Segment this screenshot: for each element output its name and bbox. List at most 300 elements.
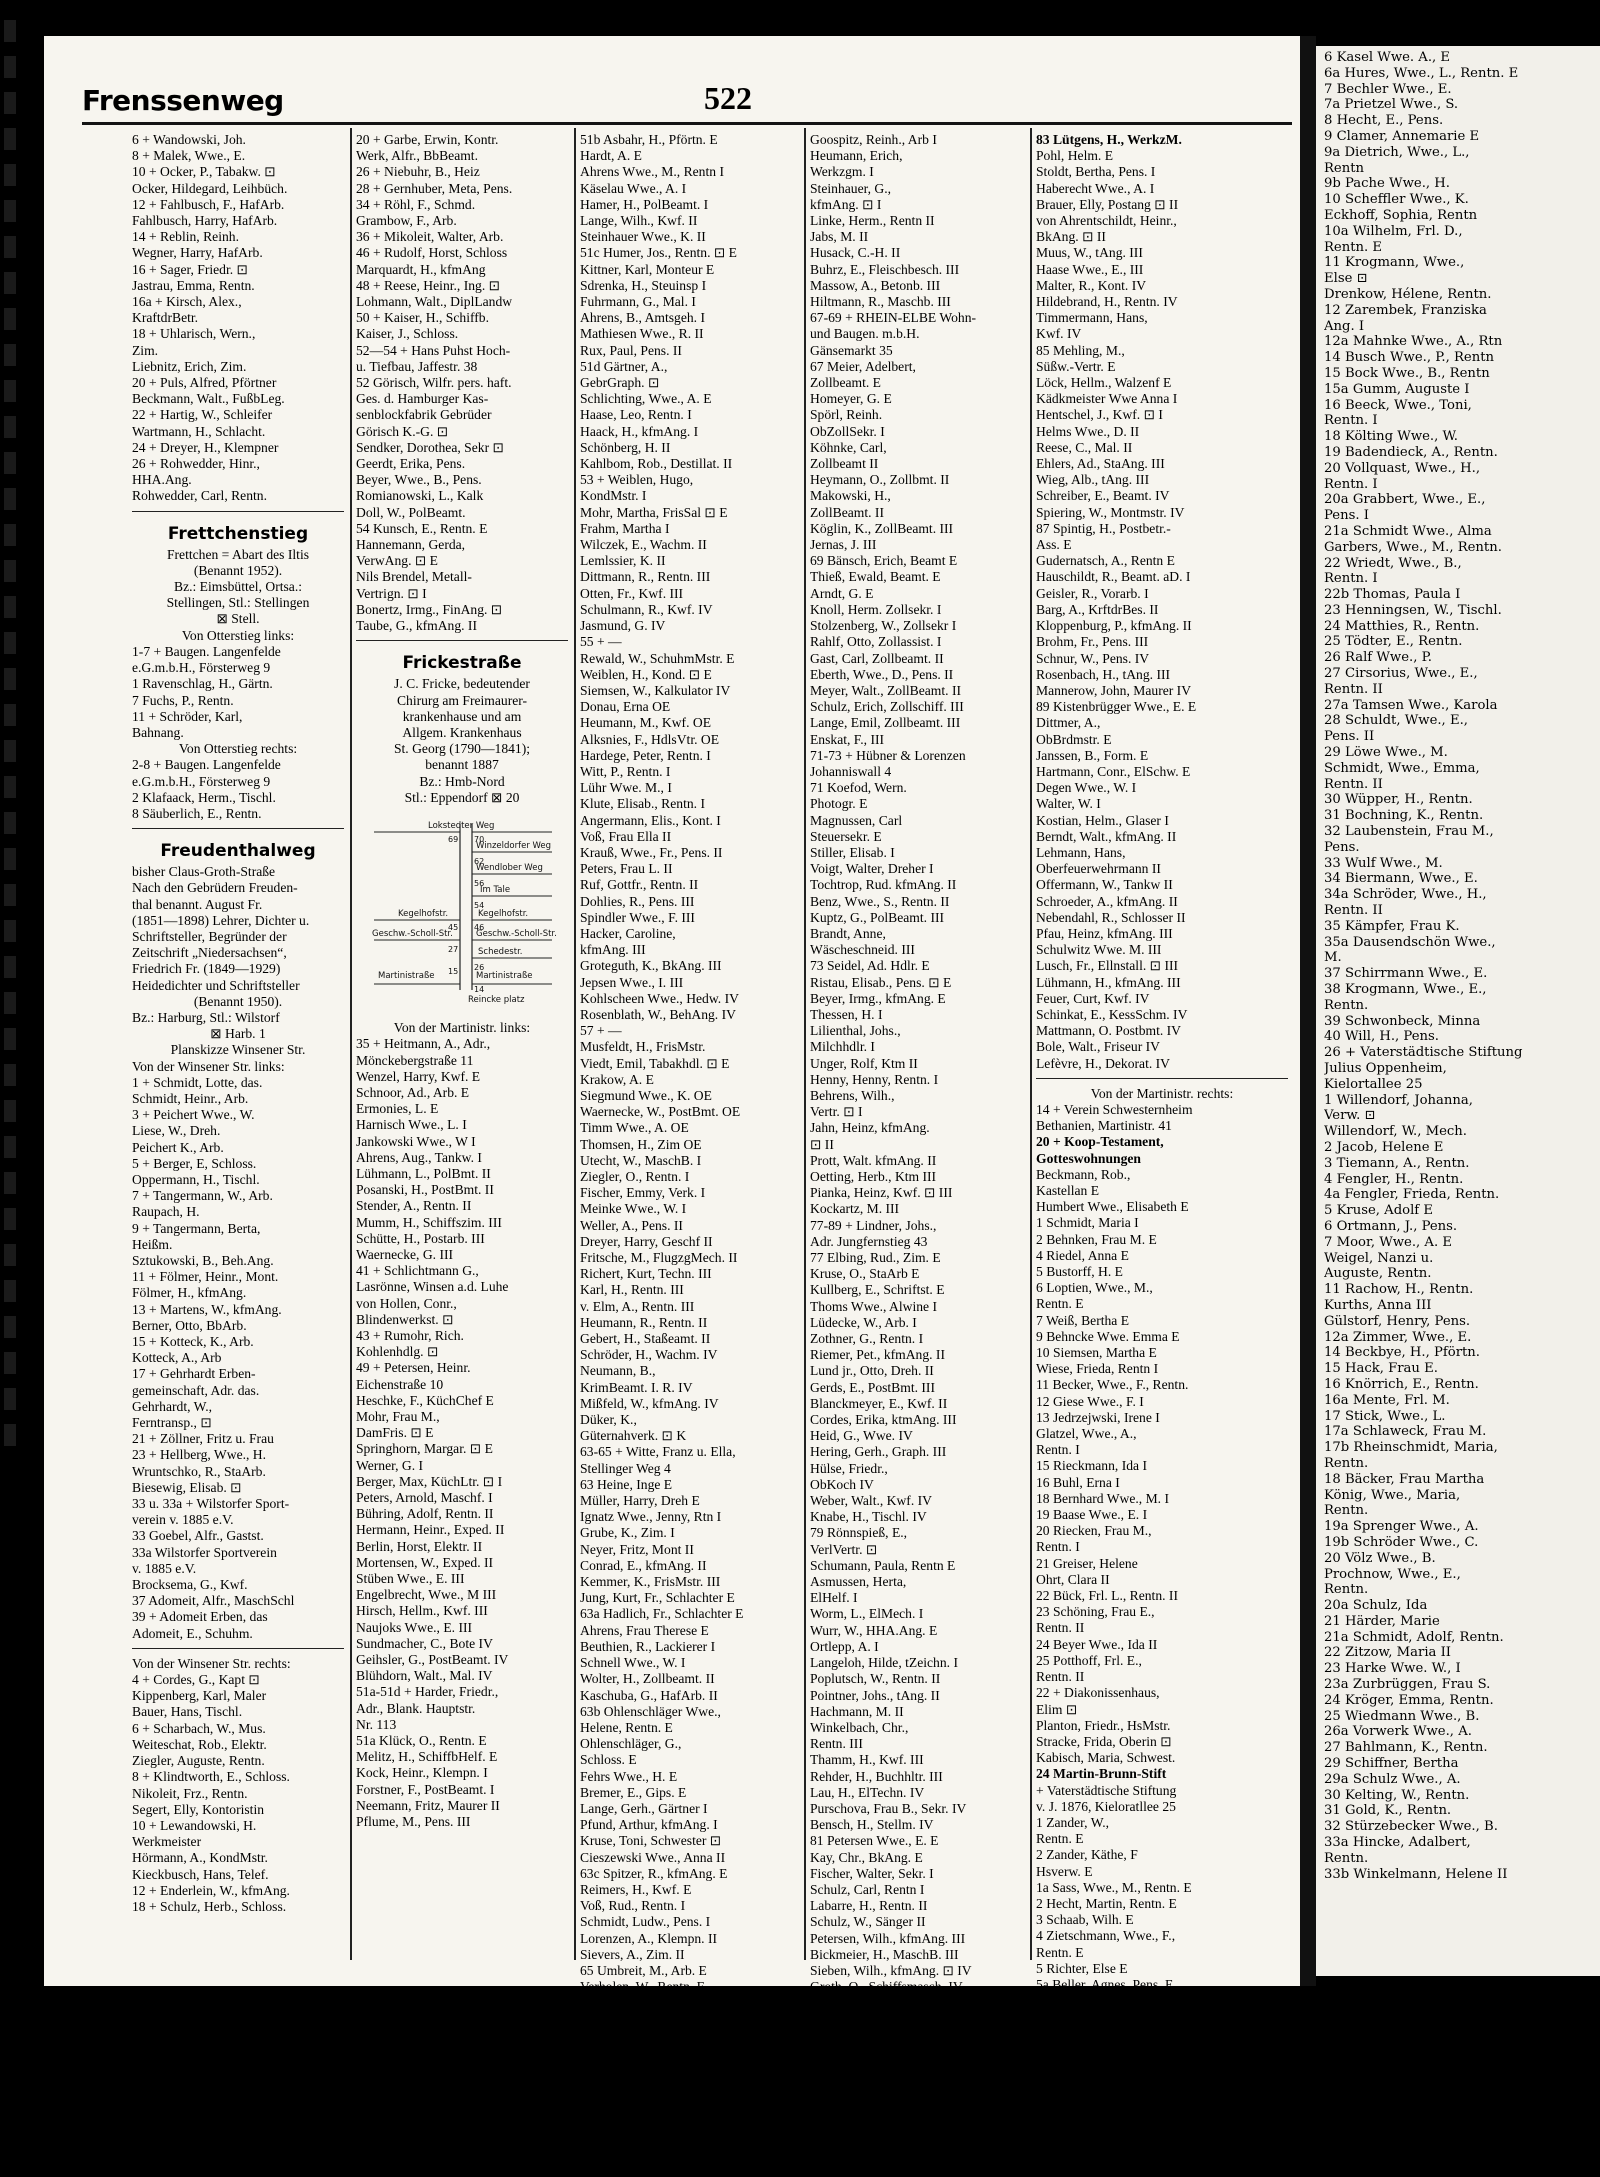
directory-entry: 51a Klück, O., Rentn. E — [356, 1733, 487, 1749]
directory-entry: v. 1885 e.V. — [132, 1560, 197, 1576]
directory-entry: Krauß, Wwe., Fr., Pens. II — [580, 844, 723, 860]
directory-entry: 13 + Martens, W., kfmAng. — [132, 1301, 282, 1317]
map-house-number: 15 — [448, 966, 459, 976]
directory-entry: 3 Schaab, Wilh. E — [1036, 1912, 1134, 1928]
directory-entry: Bz.: Harburg, Stl.: Wilstorf — [132, 1009, 280, 1025]
directory-entry: 35 + Heitmann, A., Adr., — [356, 1036, 491, 1052]
directory-entry: BkAng. ⊡ II — [1036, 229, 1106, 245]
directory-entry: Sendker, Dorothea, Sekr ⊡ — [356, 439, 504, 455]
map-street-label: Reincke platz — [468, 994, 525, 1005]
directory-entry: Auguste, Rentn. — [1324, 1266, 1432, 1282]
directory-entry: 20a Schulz, Ida — [1324, 1598, 1428, 1614]
directory-entry: Prochnow, Wwe., E., — [1324, 1566, 1461, 1582]
directory-entry: Hartmann, Conr., ElSchw. E — [1036, 763, 1191, 779]
directory-entry: Rewald, W., SchuhmMstr. E — [580, 650, 735, 666]
map-street-label: Wendlober Weg — [476, 862, 543, 873]
directory-entry: Drenkow, Hélene, Rentn. — [1324, 286, 1492, 302]
directory-entry: Grambow, F., Arb. — [356, 213, 457, 229]
directory-entry: Fölmer, H., kfmAng. — [132, 1285, 247, 1301]
directory-entry: Mattmann, O. Postbmt. IV — [1036, 1023, 1181, 1039]
directory-entry: 51d Gärtner, A., — [580, 358, 668, 374]
directory-entry: Werner, G. I — [356, 1457, 424, 1473]
directory-entry: Bethanien, Martinistr. 41 — [1036, 1118, 1172, 1134]
directory-entry: Bz.: Hmb-Nord — [419, 773, 505, 789]
directory-entry: Timmermann, Hans, — [1036, 310, 1148, 326]
directory-entry: senblockfabrik Gebrüder — [356, 407, 492, 423]
directory-entry: 21 Härder, Marie — [1324, 1613, 1440, 1629]
directory-entry: Rentn. I — [1324, 571, 1378, 587]
directory-entry: 2-8 + Baugen. Langenfelde — [132, 757, 281, 773]
street-heading: Frickestraße — [402, 653, 522, 674]
directory-entry: 63b Ohlenschläger Wwe., — [580, 1703, 721, 1719]
directory-entry: Bensch, H., Stellm. IV — [810, 1817, 934, 1833]
directory-entry: Helms Wwe., D. II — [1036, 423, 1140, 439]
directory-entry: 8 Hecht, E., Pens. — [1324, 113, 1444, 129]
map-street-label: Geschw.-Scholl-Str. — [372, 928, 453, 939]
directory-entry: Ang. I — [1324, 318, 1365, 334]
directory-entry: Grube, K., Zim. I — [580, 1525, 675, 1541]
directory-entry: 13 Jedrzejwski, Irene I — [1036, 1409, 1160, 1425]
directory-entry: Löck, Hellm., Walzenf E — [1036, 375, 1172, 391]
directory-entry: Helene, Rentn. E — [580, 1719, 673, 1735]
directory-entry: 73 Seidel, Ad. Hdlr. E — [810, 958, 930, 974]
directory-entry: Elim ⊡ — [1036, 1701, 1078, 1717]
directory-entry: Mohr, Martha, FrisSal ⊡ E — [580, 504, 728, 520]
directory-entry: Schreiber, E., Beamt. IV — [1036, 488, 1170, 504]
directory-entry: und Baugen. m.b.H. — [810, 326, 920, 342]
directory-entry: Ohrt, Clara II — [1036, 1571, 1110, 1587]
directory-entry: ElHelf. I — [810, 1590, 858, 1606]
directory-entry: Cieszewski Wwe., Anna II — [580, 1849, 726, 1865]
index-tab — [4, 344, 16, 366]
directory-entry: Brohm, Fr., Pens. III — [1036, 634, 1149, 650]
directory-entry: Biesewig, Elisab. ⊡ — [132, 1479, 242, 1495]
directory-entry: Rentn. E — [1036, 1944, 1084, 1960]
directory-entry: 65 Umbreit, M., Arb. E — [580, 1962, 707, 1978]
directory-entry: 10 Scheffler Wwe., K. — [1324, 192, 1469, 208]
directory-entry: 34a Schröder, Wwe., H., — [1324, 887, 1487, 903]
directory-entry: Friedrich Fr. (1849—1929) — [132, 961, 281, 977]
directory-entry: 20 + Koop-Testament, — [1036, 1134, 1164, 1150]
directory-entry: Rentn. II — [1324, 903, 1383, 919]
directory-entry: 18 + Schulz, Herb., Schloss. — [132, 1898, 287, 1914]
directory-entry: Käselau Wwe., A. I — [580, 180, 687, 196]
directory-entry: Schönberg, H. II — [580, 439, 671, 455]
directory-entry: Fischer, Walter, Sekr. I — [810, 1865, 934, 1881]
directory-entry: Blindenwerkst. ⊡ — [356, 1311, 454, 1327]
directory-entry: Ahrens, Aug., Tankw. I — [356, 1149, 482, 1165]
directory-entry: Verholen, W., Rentn. E — [580, 1979, 705, 1995]
directory-entry: 87 Spintig, H., Postbetr.- — [1036, 520, 1171, 536]
directory-entry: Pfau, Heinz, kfmAng. III — [1036, 925, 1173, 941]
directory-entry: Garbers, Wwe., M., Rentn. — [1324, 539, 1502, 555]
directory-entry: Glatzel, Wwe., A., — [1036, 1426, 1137, 1442]
directory-entry: 23 Henningsen, W., Tischl. — [1324, 602, 1502, 618]
column-2 — [356, 132, 568, 1830]
index-tab — [4, 812, 16, 834]
directory-entry: Ferntransp., ⊡ — [132, 1415, 212, 1431]
directory-entry: Harnisch Wwe., L. I — [356, 1117, 467, 1133]
directory-entry: 18 + Uhlarisch, Wern., — [132, 326, 256, 342]
directory-entry: Kloppenburg, P., kfmAng. II — [1036, 618, 1192, 634]
index-tab — [4, 920, 16, 942]
directory-entry: Hering, Gerh., Graph. III — [810, 1444, 947, 1460]
directory-entry: Prott, Walt. kfmAng. II — [810, 1152, 937, 1168]
directory-entry: e.G.m.b.H., Försterweg 9 — [132, 773, 271, 789]
directory-entry: GebrGraph. ⊡ — [580, 375, 660, 391]
directory-entry: Raupach, H. — [132, 1204, 200, 1220]
directory-entry: Sprenger, Walt., Rentn. I — [580, 1995, 715, 2011]
directory-entry: Rentn. E — [1324, 239, 1383, 255]
directory-entry: Düker, K., — [580, 1412, 637, 1428]
directory-entry: 27a Tamsen Wwe., Karola — [1324, 697, 1498, 713]
directory-entry: gemeinschaft, Adr. das. — [132, 1382, 260, 1398]
directory-entry: Haberecht Wwe., A. I — [1036, 180, 1155, 196]
directory-entry: Schumann, Paula, Rentn E — [810, 1557, 956, 1573]
directory-entry: 63 Heine, Inge E — [580, 1476, 673, 1492]
directory-entry: Von der Winsener Str. links: — [132, 1058, 285, 1074]
directory-entry: Kostian, Helm., Glaser I — [1036, 812, 1169, 828]
index-tab — [4, 1424, 16, 1446]
directory-entry: 5a Beller, Agnes, Pens. E — [1036, 1976, 1174, 1992]
directory-entry: 21a Schmidt Wwe., Alma — [1324, 523, 1492, 539]
directory-entry: Witt, P., Rentn. I — [580, 763, 671, 779]
directory-entry: Groteguth, K., BkAng. III — [580, 958, 722, 974]
directory-entry: kfmAng. III — [580, 942, 646, 958]
directory-entry: Winkelbach, Chr., — [810, 1719, 909, 1735]
directory-entry: Pfund, Arthur, kfmAng. I — [580, 1817, 718, 1833]
directory-entry: Heymann, O., Zollbmt. II — [810, 472, 950, 488]
directory-entry: Petersen, Wilh., kfmAng. III — [810, 1930, 966, 1946]
directory-entry: 16 Knörrich, E., Rentn. — [1324, 1376, 1479, 1392]
directory-entry: 22b Thomas, Paula I — [1324, 587, 1461, 603]
directory-entry: Husack, C.-H. II — [810, 245, 901, 261]
index-tab — [4, 524, 16, 546]
index-tab — [4, 740, 16, 762]
directory-entry: 17a Schlaweck, Frau M. — [1324, 1424, 1487, 1440]
directory-entry: Nils Brendel, Metall- — [356, 569, 472, 585]
directory-entry: Wiese, Frieda, Rentn I — [1036, 1361, 1159, 1377]
directory-entry: 50 + Kaiser, H., Schiffb. — [356, 310, 489, 326]
directory-entry: Lange, Gerh., Gärtner I — [580, 1800, 708, 1816]
directory-entry: Heid, G., Wwe. IV — [810, 1428, 913, 1444]
directory-entry: Hildebrand, H., Rentn. IV — [1036, 294, 1178, 310]
directory-entry: Stüben Wwe., E. III — [356, 1571, 465, 1587]
directory-entry: Peichert K., Arb. — [132, 1139, 224, 1155]
directory-entry: Spörl, Reinh. — [810, 407, 883, 423]
directory-entry: 3 + Peichert Wwe., W. — [132, 1107, 255, 1123]
directory-entry: Lühmann, L., PolBmt. II — [356, 1165, 491, 1181]
directory-entry: Fritsche, M., FlugzgMech. II — [580, 1250, 738, 1266]
index-tab — [4, 416, 16, 438]
directory-entry: Dittmann, R., Rentn. III — [580, 569, 711, 585]
directory-entry: Hauschildt, R., Beamt. aD. I — [1036, 569, 1191, 585]
directory-entry: Pens. I — [1324, 508, 1369, 524]
directory-entry: Wegner, Harry, HafArb. — [132, 245, 263, 261]
map-house-number: 69 — [448, 834, 459, 844]
directory-entry: Sievers, A., Zim. II — [580, 1946, 685, 1962]
directory-entry: 22 Zitzow, Maria II — [1324, 1645, 1452, 1661]
directory-entry: Stender, A., Rentn. II — [356, 1198, 472, 1214]
directory-entry: 25 Wiedmann Wwe., B. — [1324, 1708, 1480, 1724]
directory-entry: Thessen, H. I — [810, 1006, 883, 1022]
directory-entry: 8 + Malek, Wwe., E. — [132, 148, 246, 164]
directory-entry: Mathiesen Wwe., R. II — [580, 326, 704, 342]
column-3 — [580, 132, 798, 2044]
directory-entry: 63a Hadlich, Fr., Schlachter E — [580, 1606, 744, 1622]
map-house-number: 26 — [474, 962, 485, 972]
directory-entry: Planskizze Winsener Str. — [170, 1042, 306, 1058]
directory-entry: Rosenblath, W., BehAng. IV — [580, 1006, 736, 1022]
directory-entry: Werkzgm. I — [810, 164, 874, 180]
directory-entry: Kullberg, E., Schriftst. E — [810, 1282, 945, 1298]
directory-entry: Schulz, W., Sänger II — [810, 1914, 926, 1930]
directory-entry: Rahlf, Otto, Zollassist. I — [810, 634, 942, 650]
directory-entry: Viedt, Emil, Tabakhdl. ⊡ E — [580, 1055, 730, 1071]
directory-entry: Benz, Wwe., S., Rentn. II — [810, 893, 950, 909]
directory-entry: Kahlbom, Rob., Destillat. II — [580, 456, 733, 472]
directory-entry: Pointner, Johs., tAng. II — [810, 1687, 940, 1703]
directory-entry: KraftdrBetr. — [132, 310, 199, 326]
directory-entry: Blanckmeyer, E., Kwf. II — [810, 1395, 948, 1411]
directory-entry: Asmussen, Herta, — [810, 1574, 907, 1590]
directory-entry: Zollbeamt II — [810, 456, 879, 472]
directory-entry: Zothner, G., Rentn. I — [810, 1331, 924, 1347]
directory-entry: Rentn — [1324, 160, 1365, 176]
directory-entry: 23a Zurbrüggen, Frau S. — [1324, 1677, 1491, 1693]
index-tab — [4, 1352, 16, 1374]
directory-entry: Kittner, Karl, Monteur E — [580, 261, 715, 277]
directory-entry: Lau, H., ElTechn. IV — [810, 1784, 925, 1800]
directory-entry: 4 Zietschmann, Wwe., F., — [1036, 1928, 1176, 1944]
directory-entry: 7 Bechler Wwe., E. — [1324, 81, 1452, 97]
directory-entry: 17 Stick, Wwe., L. — [1324, 1408, 1446, 1424]
facing-page — [1316, 46, 1600, 1976]
directory-entry: Kohlscheen Wwe., Hedw. IV — [580, 990, 739, 1006]
directory-entry: Rentn. E — [1036, 2009, 1084, 2025]
directory-entry: Buhrz, E., Fleischbesch. III — [810, 261, 960, 277]
directory-entry: Lemlssier, K. II — [580, 553, 666, 569]
map-street-label: Im Tale — [480, 884, 511, 895]
directory-entry: Oetting, Herb., Ktm III — [810, 1169, 937, 1184]
directory-entry: 32 Stürzebecker Wwe., B. — [1324, 1819, 1498, 1835]
directory-entry: 1 Willendorf, Johanna, — [1324, 1092, 1473, 1108]
directory-entry: 5 Richter, Else E — [1036, 1960, 1128, 1976]
directory-entry: VerwAng. ⊡ E — [356, 553, 438, 569]
directory-entry: 18 Bäcker, Frau Martha — [1324, 1471, 1485, 1487]
directory-entry: Müller, Harry, Dreh E — [580, 1493, 700, 1509]
directory-entry: Musfeldt, H., FrisMstr. — [580, 1039, 706, 1055]
directory-entry: u. Tiefbau, Jaffestr. 38 — [356, 358, 478, 374]
directory-entry: Schulwitz Wwe. M. III — [1036, 942, 1162, 958]
directory-entry: Von der Winsener Str. rechts: — [132, 1655, 291, 1671]
directory-entry: Ermonies, L. E — [356, 1101, 439, 1117]
directory-entry: Feuer, Curt, Kwf. IV — [1036, 990, 1150, 1006]
directory-entry: Liebmann, Frl., H., — [1036, 1993, 1141, 2009]
directory-entry: Pens. II — [1324, 729, 1375, 745]
directory-entry: Frettchen = Abart des Iltis — [166, 546, 310, 562]
directory-entry: Stolzenberg, W., Zollsekr I — [810, 618, 957, 634]
directory-entry: Von Otterstieg rechts: — [178, 741, 298, 757]
directory-entry: Riemer, Pet., kfmAng. II — [810, 1347, 945, 1363]
index-tab — [4, 1244, 16, 1266]
directory-entry: Kieckbusch, Hans, Telef. — [132, 1866, 269, 1882]
directory-entry: Hamer, H., PolBeamt. I — [580, 196, 709, 212]
directory-entry: 41 + Schlichtmann G., — [356, 1263, 479, 1279]
directory-entry: Tochtrop, Rud. kfmAng. II — [810, 877, 957, 893]
directory-entry: 5 Kruse, Adolf E — [1324, 1203, 1434, 1219]
index-tab — [4, 380, 16, 402]
directory-entry: 22 Wriedt, Wwe., B., — [1324, 555, 1462, 571]
directory-entry: Stellingen, Stl.: Stellingen — [166, 595, 310, 611]
directory-entry: Homeyer, G. E — [810, 391, 892, 407]
index-tab — [4, 488, 16, 510]
directory-entry: Rentn. — [1324, 1503, 1369, 1519]
directory-entry: Görisch K.-G. ⊡ — [356, 423, 449, 439]
column-1 — [132, 132, 344, 1915]
index-tab — [4, 560, 16, 582]
directory-entry: Lüdecke, W., Arb. I — [810, 1314, 917, 1330]
map-street-label: Schedestr. — [478, 946, 523, 957]
directory-entry: 33 Wulf Wwe., M. — [1324, 855, 1443, 871]
directory-entry: 17 + Gehrhardt Erben- — [132, 1366, 256, 1382]
directory-entry: 20 Vollquast, Wwe., H., — [1324, 460, 1481, 476]
directory-entry: 6 Kasel Wwe. A., E — [1324, 50, 1451, 65]
directory-entry: Karl, H., Rentn. III — [580, 1282, 684, 1298]
directory-entry: 5 + Berger, E, Schloss. — [132, 1155, 257, 1171]
directory-entry: Kuptz, G., PolBeamt. III — [810, 909, 945, 925]
directory-entry: Köglin, K., ZollBeamt. III — [810, 520, 954, 536]
directory-entry: (Benannt 1950). — [193, 993, 283, 1009]
directory-entry: Chirurg am Freimaurer- — [396, 692, 528, 708]
directory-entry: Rentn. I — [1324, 476, 1378, 492]
directory-entry: 35 Kämpfer, Frau K. — [1324, 918, 1460, 934]
directory-entry: Berner, Otto, BbArb. — [132, 1317, 247, 1333]
directory-entry: v. Elm, A., Rentn. III — [580, 1298, 695, 1314]
directory-entry: 69 Bänsch, Erich, Beamt E — [810, 553, 958, 569]
directory-entry: Lilienthal, Johs., — [810, 1023, 901, 1039]
directory-entry: Krakow, A. E — [580, 1071, 654, 1087]
directory-entry: Von Otterstieg links: — [181, 627, 295, 643]
directory-entry: Rentn. — [1324, 1850, 1369, 1866]
index-tab — [4, 200, 16, 222]
directory-entry: Dittmer, A., — [1036, 715, 1101, 731]
directory-entry: Zeitschrift „Niedersachsen“, — [132, 945, 287, 961]
directory-entry: Mißfeld, W., kfmAng. IV — [580, 1395, 719, 1411]
index-tab — [4, 1280, 16, 1302]
directory-entry: Kippenberg, Karl, Maler — [132, 1688, 267, 1704]
directory-entry: Jankowski Wwe., W I — [356, 1133, 476, 1149]
directory-entry: Kielortallee 25 — [1324, 1076, 1423, 1092]
directory-entry: Geisler, R., Vorarb. I — [1036, 585, 1149, 601]
map-house-number: 27 — [448, 944, 459, 954]
map-street-label: Winzeldorfer Weg — [476, 840, 552, 851]
directory-entry: Planton, Friedr., HsMstr. — [1036, 1717, 1171, 1733]
directory-entry: Muus, W., tAng. III — [1036, 245, 1143, 261]
running-head-street: Frenssenweg — [82, 84, 284, 117]
directory-entry: ⊡ II — [810, 1136, 834, 1152]
directory-entry: 43 + Rumohr, Rich. — [356, 1327, 464, 1343]
directory-entry: Ahrens, B., Amtsgeh. I — [580, 310, 705, 326]
directory-entry: Ristau, Elisab., Pens. ⊡ E — [810, 974, 952, 990]
directory-entry: Posanski, H., PostBmt. II — [356, 1182, 494, 1198]
directory-entry: Thoms Wwe., Alwine I — [810, 1298, 937, 1314]
column-divider — [1030, 128, 1032, 1960]
column-divider — [574, 128, 576, 1960]
directory-entry: 71-73 + Hübner & Lorenzen — [810, 747, 966, 763]
directory-entry: Pianka, Heinz, Kwf. ⊡ III — [810, 1185, 953, 1201]
directory-entry: 6 Loptien, Wwe., M., — [1036, 1280, 1153, 1296]
directory-entry: Kockartz, M. III — [810, 1201, 900, 1217]
directory-entry: Brauer, Elly, Postang ⊡ II — [1036, 196, 1179, 212]
header-rule — [82, 122, 1292, 125]
directory-entry: 24 + Dreyer, H., Klempner — [132, 439, 279, 455]
directory-entry: Timm Wwe., A. OE — [580, 1120, 689, 1136]
directory-entry: Bickmeier, H., MaschB. III — [810, 1946, 959, 1962]
directory-entry: Schulmann, R., Kwf. IV — [580, 601, 713, 617]
directory-entry: Magnussen, Carl — [810, 812, 903, 828]
directory-entry: Rentn. E — [1036, 1296, 1084, 1312]
directory-entry: 14 + Reblin, Reinh. — [132, 229, 239, 245]
index-tab — [4, 1208, 16, 1230]
directory-entry: Beyer, Wwe., B., Pens. — [356, 472, 482, 488]
directory-entry: Kurths, Anna III — [1324, 1297, 1432, 1313]
map-house-number: 45 — [448, 922, 459, 932]
directory-entry: Spiering, W., Montmstr. IV — [1036, 504, 1185, 520]
directory-entry: 28 + Gernhuber, Meta, Pens. — [356, 180, 513, 196]
directory-entry: Spindler Wwe., F. III — [580, 909, 695, 925]
directory-entry: Neumann, B., — [580, 1363, 656, 1379]
directory-entry: M. — [1324, 950, 1342, 966]
directory-entry: Hülse, Friedr., — [810, 1460, 888, 1476]
directory-entry: Lühmann, H., kfmAng. III — [1036, 974, 1181, 990]
directory-entry: Köhnke, Carl, — [810, 439, 887, 455]
directory-entry: Nebendahl, R., Schlosser II — [1036, 909, 1186, 925]
directory-entry: Lasrönne, Winsen a.d. Luhe — [356, 1279, 509, 1295]
directory-entry: Frahm, Martha I — [580, 520, 670, 536]
directory-entry: 39 Schwonbeck, Minna — [1324, 1013, 1481, 1029]
directory-entry: Ziegler, Auguste, Rentn. — [132, 1753, 265, 1769]
directory-entry: 46 + Rudolf, Horst, Schloss — [356, 245, 508, 261]
directory-entry: Heschke, F., KüchChef E — [356, 1392, 494, 1408]
directory-entry: Schütte, H., Postarb. III — [356, 1230, 485, 1246]
directory-entry: 67 Meier, Adelbert, — [810, 358, 916, 374]
directory-entry: Lefèvre, H., Dekorat. IV — [1036, 1055, 1170, 1071]
directory-entry: 16 + Sager, Friedr. ⊡ — [132, 261, 248, 277]
directory-entry: Massow, A., Betonb. III — [810, 277, 941, 293]
index-tab — [4, 992, 16, 1014]
directory-entry: Beckmann, Walt., FußbLeg. — [132, 391, 285, 407]
directory-entry: 14 Beckbye, H., Pförtn. — [1324, 1345, 1480, 1361]
directory-entry: Heumann, M., Kwf. OE — [580, 715, 712, 731]
directory-entry: Lorenzen, A., Klempn. II — [580, 1930, 718, 1946]
directory-entry: 49 + Petersen, Heinr. — [356, 1360, 471, 1376]
directory-entry: 17b Rheinschmidt, Maria, — [1324, 1440, 1498, 1456]
directory-entry: Weiblen, H., Kond. ⊡ E — [580, 666, 712, 682]
directory-entry: Mortensen, W., Exped. II — [356, 1554, 494, 1570]
directory-entry: Schmidt, Wwe., Emma, — [1324, 760, 1480, 776]
directory-entry: Fischer, Emmy, Verk. I — [580, 1185, 706, 1201]
directory-entry: Nach den Gebrüdern Freuden- — [132, 880, 298, 896]
section-rule — [132, 1648, 344, 1652]
directory-entry: 34 + Röhl, F., Schmd. — [356, 196, 476, 212]
directory-entry: von Hollen, Conr., — [356, 1295, 457, 1311]
directory-entry: Lange, Wilh., Kwf. II — [580, 213, 698, 229]
directory-entry: HHA.Ang. — [132, 472, 192, 488]
directory-entry: Weber, Walt., Kwf. IV — [810, 1493, 932, 1509]
directory-entry: Rentn. I — [1036, 1539, 1080, 1555]
directory-entry: Eberth, Wwe., D., Pens. II — [810, 666, 954, 682]
